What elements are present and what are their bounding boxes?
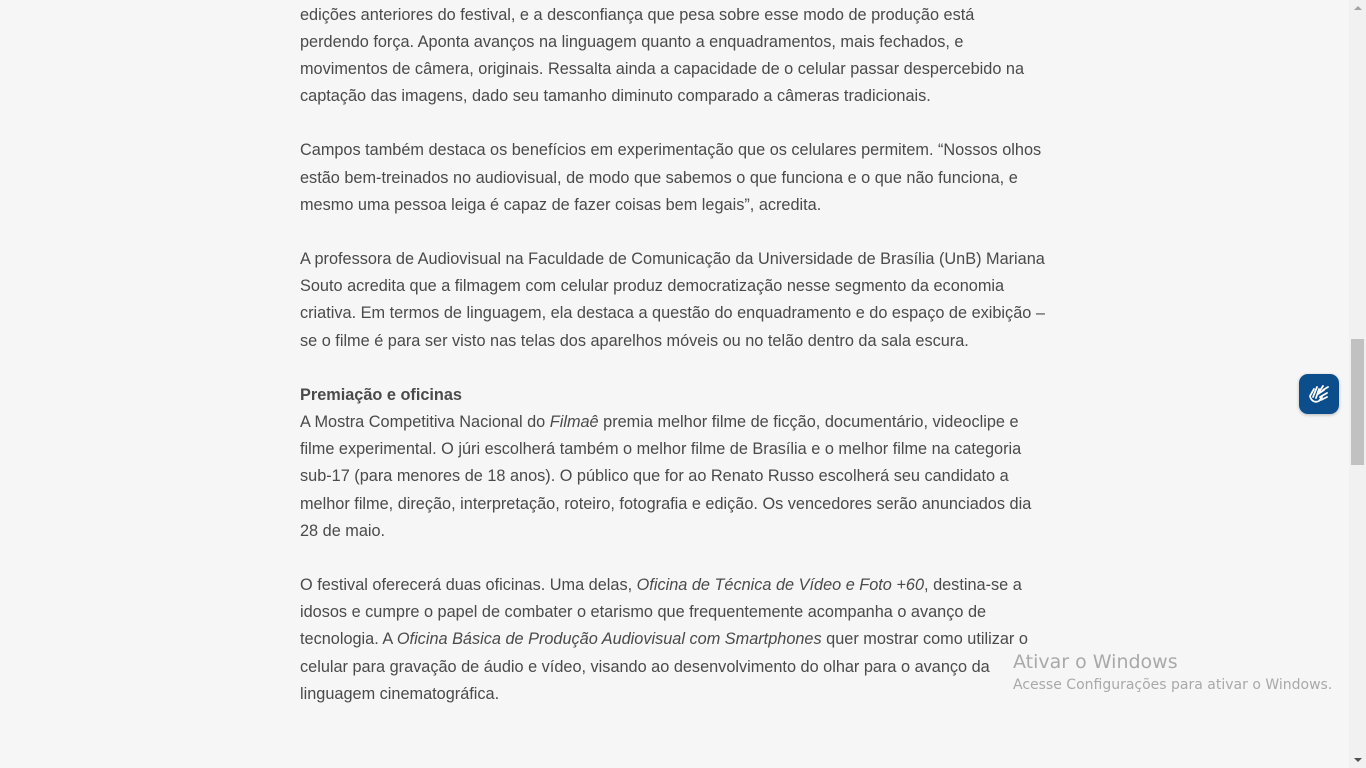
article-paragraph	[300, 2, 1045, 111]
paragraph-text: quer mostrar como utilizar o celular para gravação de áudio e vídeo, visando ao desenvolvimento do olhar para o avanço da linguagem cinematográfica.	[300, 630, 1028, 703]
paragraph-line: movimentos de câmera, originais. Ressalta ainda a capacidade de o celular passar despercebido na	[300, 59, 1025, 78]
article-paragraph: A professora de Audiovisual na Faculdade de Comunicação da Universidade de Brasília (UnB) Mariana Souto acredita que a filmagem com celular produz democratização nesse segmento da economia criativa. Em termos de linguagem, ela destaca a questão do enquadramento e do espaço de exibição – se o filme é para ser visto nas telas dos aparelhos móveis ou no telão dentro da sala escura.	[300, 249, 1045, 350]
paragraph-line: edições anteriores do festival, e a desconfiança que pesa sobre esse modo de produção está	[300, 5, 975, 24]
article-paragraph	[300, 572, 1045, 708]
watermark-subtitle: Acesse Configurações para ativar o Windows.	[1013, 677, 1333, 693]
paragraph-text: A Mostra Competitiva Nacional do	[300, 412, 550, 431]
paragraph-text: O festival oferecerá duas oficinas. Uma delas,	[300, 575, 637, 594]
workshop-name: Oficina Básica de Produção Audiovisual com Smartphones	[396, 630, 822, 649]
workshop-name: Oficina de Técnica de Vídeo e Foto +60	[636, 575, 925, 594]
scroll-down-arrow-icon[interactable]	[1349, 751, 1366, 768]
article-paragraph	[300, 409, 1045, 545]
scrollbar-thumb[interactable]	[1351, 339, 1364, 465]
article-body	[300, 0, 1045, 735]
windows-activation-watermark	[1013, 649, 1332, 695]
vlibras-accessibility-button[interactable]	[1299, 374, 1339, 414]
paragraph-text: , destina-se a idosos e cumpre o papel de combater o etarismo que frequentemente acompanha o avanço de tecnologia. A	[300, 575, 1022, 649]
paragraph-line: captação das imagens, dado seu tamanho diminuto comparado a câmeras tradicionais.	[300, 87, 931, 106]
article-paragraph: Campos também destaca os benefícios em experimentação que os celulares permitem. “Nossos olhos estão bem-treinados no audiovisual, de modo que sabemos o que funciona e o que não funciona, e mesmo uma pessoa leiga é capaz de fazer coisas bem legais”, acredita.	[300, 141, 1042, 214]
paragraph-text: premia melhor filme de ficção, documentário, videoclipe e filme experimental. O júri escolherá também o melhor filme de Brasília e o melhor filme na categoria sub-17 (para menores de 18 anos). O público que for ao Renato Russo escolherá seu candidato a melhor filme, direção, interpretação, roteiro, fotografia e edição. Os vencedores serão anunciados dia 28 de maio.	[300, 412, 1032, 540]
vertical-scrollbar[interactable]	[1349, 0, 1366, 768]
watermark-title: Ativar o Windows	[1013, 651, 1178, 673]
section-heading: Premiação e oficinas	[300, 385, 462, 404]
sign-language-hands-icon	[1305, 380, 1333, 408]
festival-name: Filmaê	[549, 412, 599, 431]
scroll-up-arrow-icon[interactable]	[1349, 0, 1366, 17]
paragraph-line: perdendo força. Aponta avanços na linguagem quanto a enquadramentos, mais fechados, e	[300, 32, 964, 51]
